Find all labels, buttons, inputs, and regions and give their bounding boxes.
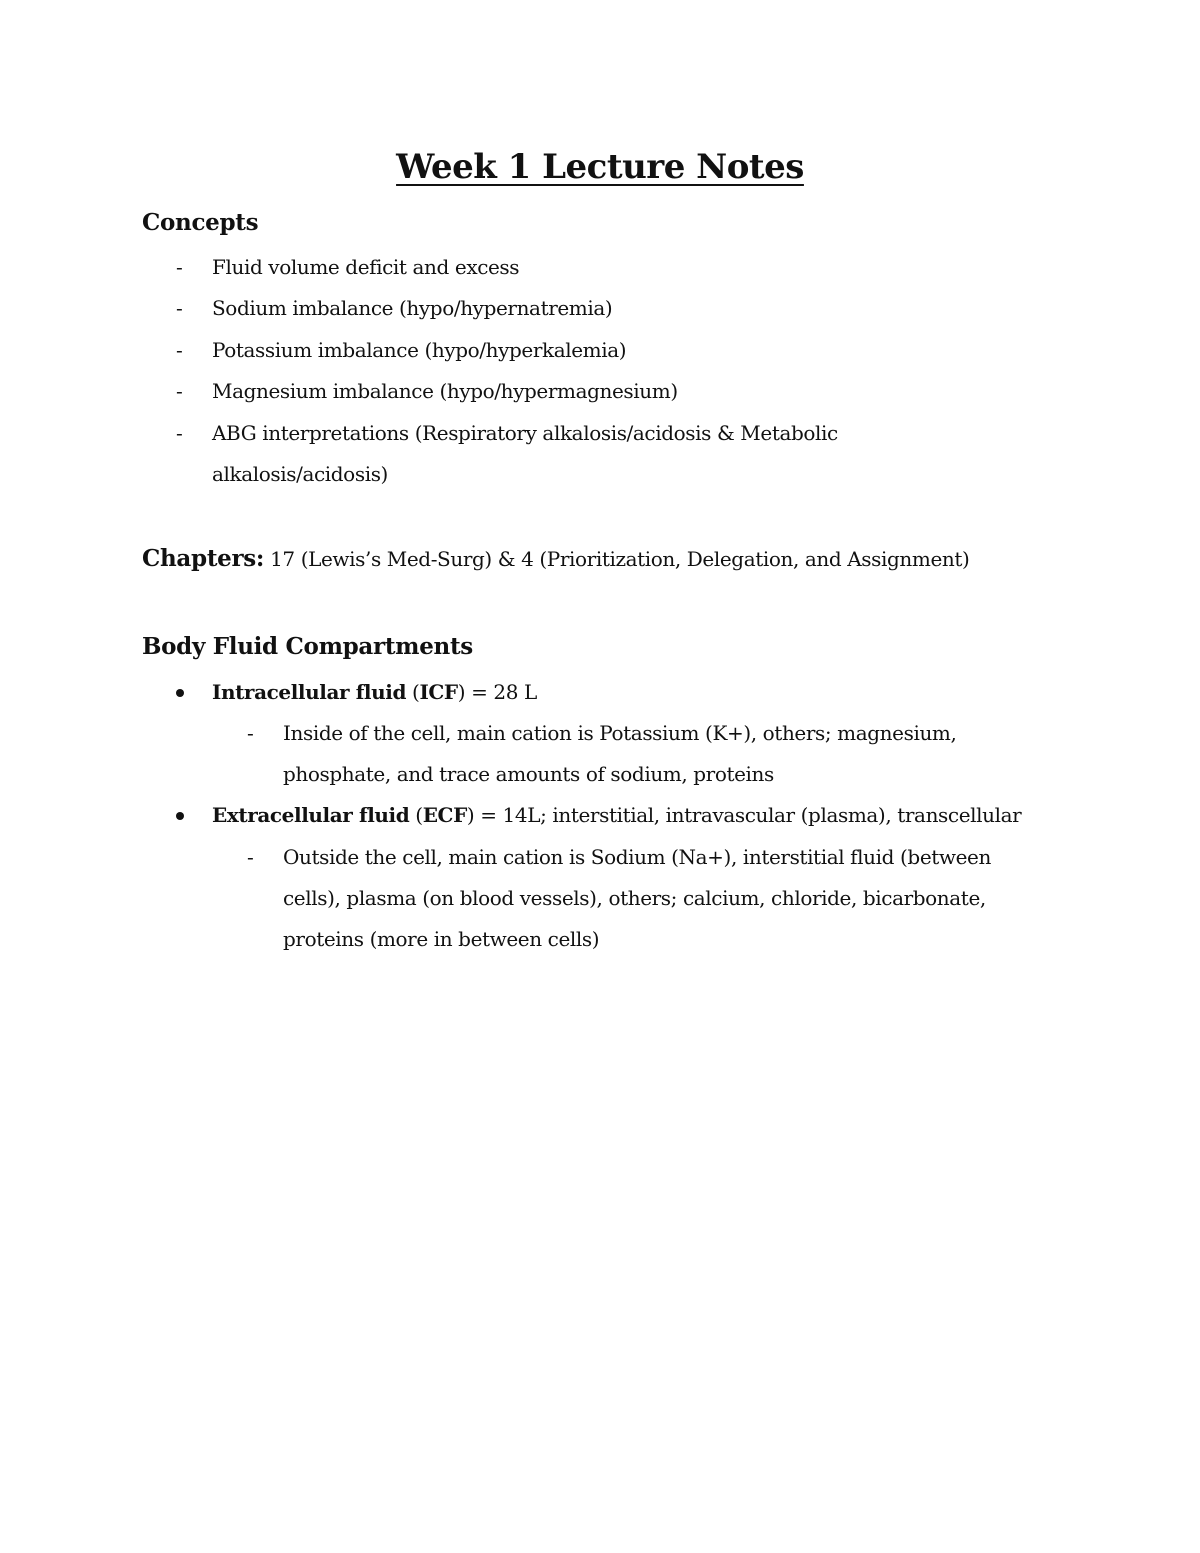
icf-rest: ) = 28 L: [457, 680, 537, 704]
icf-abbr: ICF: [419, 680, 458, 704]
ecf-detail-1: Outside the cell, main cation is Sodium (Na+), interstitial fluid (between: [283, 845, 991, 869]
concepts-dash-5: -: [176, 421, 183, 445]
chapters-label: Chapters:: [142, 545, 265, 572]
icf-line: [212, 678, 537, 706]
concept-item-3: Potassium imbalance (hypo/hyperkalemia): [212, 338, 627, 362]
icf-dash: -: [247, 721, 254, 745]
concepts-dash-2: -: [176, 296, 183, 320]
concepts-dash-4: -: [176, 379, 183, 403]
chapters-text: 17 (Lewis’s Med-Surg) & 4 (Prioritization, Delegation, and Assignment): [264, 547, 970, 571]
bullet-icon: [176, 812, 184, 820]
concepts-heading: Concepts: [142, 209, 259, 236]
ecf-detail-2: cells), plasma (on blood vessels), others; calcium, chloride, bicarbonate,: [283, 886, 986, 910]
concept-item-1: Fluid volume deficit and excess: [212, 255, 520, 279]
body-fluid-heading: Body Fluid Compartments: [142, 633, 473, 660]
ecf-dash: -: [247, 845, 254, 869]
ecf-detail-3: proteins (more in between cells): [283, 927, 600, 951]
concepts-dash-3: -: [176, 338, 183, 362]
page-title: [0, 143, 1200, 191]
concepts-dash-1: -: [176, 255, 183, 279]
icf-detail-2: phosphate, and trace amounts of sodium, proteins: [283, 762, 774, 786]
page-title-text: Week 1 Lecture Notes: [396, 147, 804, 187]
ecf-term: Extracellular fluid: [212, 803, 410, 827]
concept-item-5-continued: alkalosis/acidosis): [212, 462, 388, 486]
ecf-open: (: [409, 803, 423, 827]
concept-item-5: ABG interpretations (Respiratory alkalosis/acidosis & Metabolic: [212, 421, 838, 445]
ecf-rest: ) = 14L; interstitial, intravascular (plasma), transcellular: [466, 803, 1022, 827]
concept-item-4: Magnesium imbalance (hypo/hypermagnesium): [212, 379, 678, 403]
icf-term: Intracellular fluid: [212, 680, 407, 704]
bullet-icon: [176, 689, 184, 697]
ecf-line: [212, 801, 1021, 829]
chapters-line: [142, 543, 969, 575]
icf-open: (: [406, 680, 420, 704]
concept-item-2: Sodium imbalance (hypo/hypernatremia): [212, 296, 613, 320]
icf-detail-1: Inside of the cell, main cation is Potassium (K+), others; magnesium,: [283, 721, 957, 745]
ecf-abbr: ECF: [422, 803, 467, 827]
